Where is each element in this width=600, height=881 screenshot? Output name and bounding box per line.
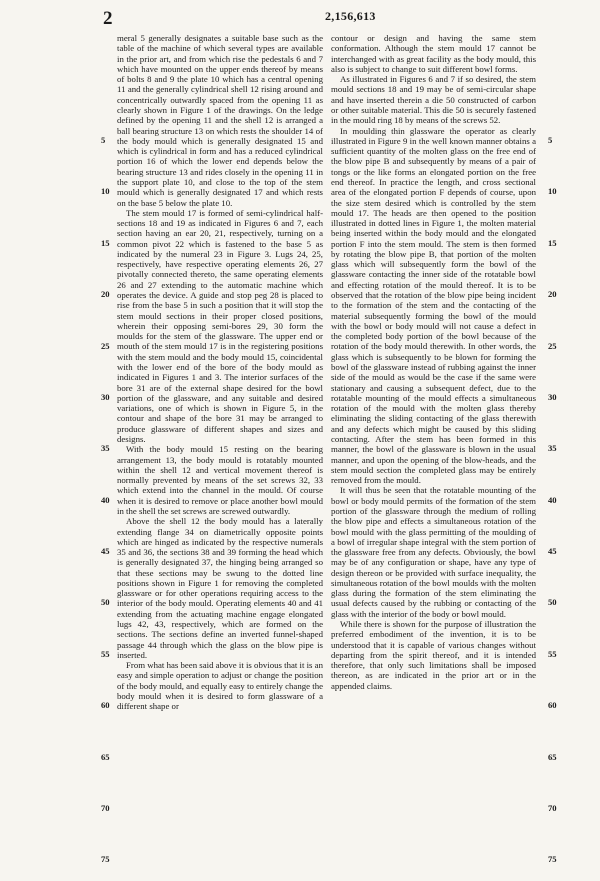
right-paragraph: As illustrated in Figures 6 and 7 if so desired, the stem mould sections 18 and 19 may be of semi-circular shape and have inserted therein a die 50 constructed of carbon or other suitable material. This die 50 is securely fastened in the mould ring 18 by means of the screws 52. [331,74,536,126]
left-paragraph: meral 5 generally designates a suitable base such as the table of the machine of which several types are available in the prior art, and from which rise the pedestals 6 and 7 which have mounted on the upper ends thereof by means of bolts 8 and 9 the plate 10 which has a central opening 11 and the generally cylindrical shell 12 rising around and concentrically outwardly spaced from the opening 11 as clearly shown in Figure 1 of the drawings. On the ledge defined by the opening 11 and the shell 12 is arranged a ball bearing structure 13 on which rests the shoulder 14 of the body mould which is generally designated 15 and which is cylindrical in form and has a reduced cylindrical portion 16 of which the lower end depends below the bearing structure 13 and rides closely in the opening 11 in the support plate 10, and close to the top of the stem mould which is generally designated 17 and which rests on the base 5 below the plate 10. [117,33,323,208]
line-number: 35 [101,443,110,453]
page-number: 2 [103,8,113,29]
right-column [331,33,536,691]
right-paragraph: contour or design and having the same stem conformation. Although the stem mould 17 cannot be interchanged with as great facility as the body mould, this also is subject to change to suit different bowl forms. [331,33,536,74]
left-paragraph: With the body mould 15 resting on the bearing arrangement 13, the body mould is rotatably mounted within the shell 12 and vertical movement thereof is normally prevented by means of the set screws 32, 33 which extend into the channel in the mould. Of course when it is desired to remove or place another bowl mould in the shell the set screws are screwed outwardly. [117,444,323,516]
line-number: 70 [101,803,110,813]
line-number: 60 [548,700,557,710]
line-number: 50 [548,597,557,607]
line-number: 35 [548,443,557,453]
line-number: 20 [101,289,110,299]
left-paragraph: From what has been said above it is obvious that it is an easy and simple operation to adjust or change the position of the body mould, and equally easy to entirely change the body mould when it is desired to form glassware of a different shape or [117,660,323,712]
line-number: 15 [101,238,110,248]
line-number: 55 [548,649,557,659]
line-number: 10 [101,186,110,196]
line-number: 65 [101,752,110,762]
left-paragraph: The stem mould 17 is formed of semi-cylindrical half-sections 18 and 19 as indicated in Figures 6 and 7, each section having an ear 20, 21, respectively, turning on a common pivot 22 which is fastened to the base 5 as indicated by the numeral 23 in Figure 3. Lugs 24, 25, respectively, have respective operating elements 26, 27 pivotally connected thereto, the same operating elements 26 and 27 extending to the automatic machine which operates the device. A guide and stop peg 28 is placed to rise from the base 5 in such a position that it will stop the stem mould sections in their proper closed positions, wherein their opposing semi-bores 29, 30 form the moulds for the stem of the glassware. The upper end or mouth of the stem mould 17 is in the registering positions with the stem mould and the body mould 15, coincidental with the lower end of the bore of the body mould as indicated in Figures 1 and 3. The interior surfaces of the bore 31 are of the external shape desired for the bowl portion of the glassware, and any suitable and desired variations, one of which is shown in Figure 5, in the contour and shape of the bore 31 may be arranged to produce glassware of different shapes and sizes and designs. [117,207,323,444]
line-number: 60 [101,700,110,710]
line-number: 50 [101,597,110,607]
line-number: 75 [548,854,557,864]
line-number: 5 [548,135,553,145]
line-number: 25 [548,341,557,351]
line-number: 30 [548,392,557,402]
right-paragraph: While there is shown for the purpose of illustration the preferred embodiment of the invention, it is to be understood that it is capable of various changes without departing from the spirit thereof, and it is intended therefore, that only such limitations shall be imposed thereon, as are indicated in the prior art or in the appended claims. [331,619,536,691]
left-paragraph: Above the shell 12 the body mould has a laterally extending flange 34 on diametrically opposite points which are hinged as indicated by the respective numerals 35 and 36, the sections 38 and 39 forming the head which is generally designated 37, the hinging being arranged so that these sections may be swung to the dotted line positions shown in Figure 1 for removing the completed glassware or for other operations requiring access to the interior of the body mould. Operating elements 40 and 41 extending from the actuating machine engage elongated lugs 42, 43, respectively, which are formed on the sections. The sections define an inverted funnel-shaped passage 44 through which the glass on the blow pipe is inserted. [117,516,323,660]
line-number: 25 [101,341,110,351]
left-column [117,33,323,712]
right-paragraph: In moulding thin glassware the operator as clearly illustrated in Figure 9 in the well known manner obtains a sufficient quantity of the molten glass on the free end of the blow pipe B and subsequently by means of a pair of tongs or the like forms an elongated portion on the free end thereof. In practice the length, and cross sectional area of the elongated portion F depends of course, upon the size stem desired which is controlled by the stem mould 17. The heads are then opened to the position illustrated in dotted lines in Figure 1, the molten material being inserted within the body mould and the elongated portion F into the stem mould. The stem is then formed by rotating the blow pipe B, that portion of the molten glass which will subsequently form the bowl of the glassware contacting the inner side of the rotatable bowl and effecting rotation of the mould thereof. It is to be observed that the rotation of the blow pipe being incident to the formation of the stem and the contacting of the material subsequently forming the bowl of the mould with the bowl or body mould will not cause a defect in the completed body portion of the bowl because of the rotation of the body mould therewith. In other words, the glass which is subsequently to be blown for forming the bowl of the glassware instead of rubbing against the inner side of the mould as would be the case if the same were stationary and causing a subsequent defect, due to the rotatable mounting of the mould effects a simultaneous rotation of the mould with the molten glass thereby eliminating the sliding contacting of the glass therewith and any defects which might be caused by this sliding contacting. After the stem has been formed in this manner, the bowl of the glassware is blown in the usual manner, and upon the opening of the blow-heads, and the stem mould section the completed glass may be entirely removed from the mould. [331,125,536,486]
line-number: 40 [548,495,557,505]
line-number: 75 [101,854,110,864]
line-number: 65 [548,752,557,762]
line-number: 40 [101,495,110,505]
line-number: 55 [101,649,110,659]
line-number: 70 [548,803,557,813]
line-number: 10 [548,186,557,196]
line-number: 45 [548,546,557,556]
line-number: 15 [548,238,557,248]
patent-number: 2,156,613 [325,9,376,23]
line-number: 20 [548,289,557,299]
line-number: 45 [101,546,110,556]
line-number: 30 [101,392,110,402]
right-paragraph: It will thus be seen that the rotatable mounting of the bowl or body mould permits of the formation of the stem portion of the glassware through the medium of rolling the blow pipe and effects a simultaneous rotation of the bowl mould with the glass permitting of the moulding of a bowl of irregular shape integral with the stem portion of the glassware free from any defects. Obviously, the bowl may be of any configuration or shape, have any type of design thereon or be provided with surface inequality, the simultaneous rotation of the bowl moulds with the molten glass during the formation of the stem eliminating the usual defects caused by the rubbing or contacting of the glass with the interior of the body or bowl mould. [331,485,536,619]
line-number: 5 [101,135,106,145]
